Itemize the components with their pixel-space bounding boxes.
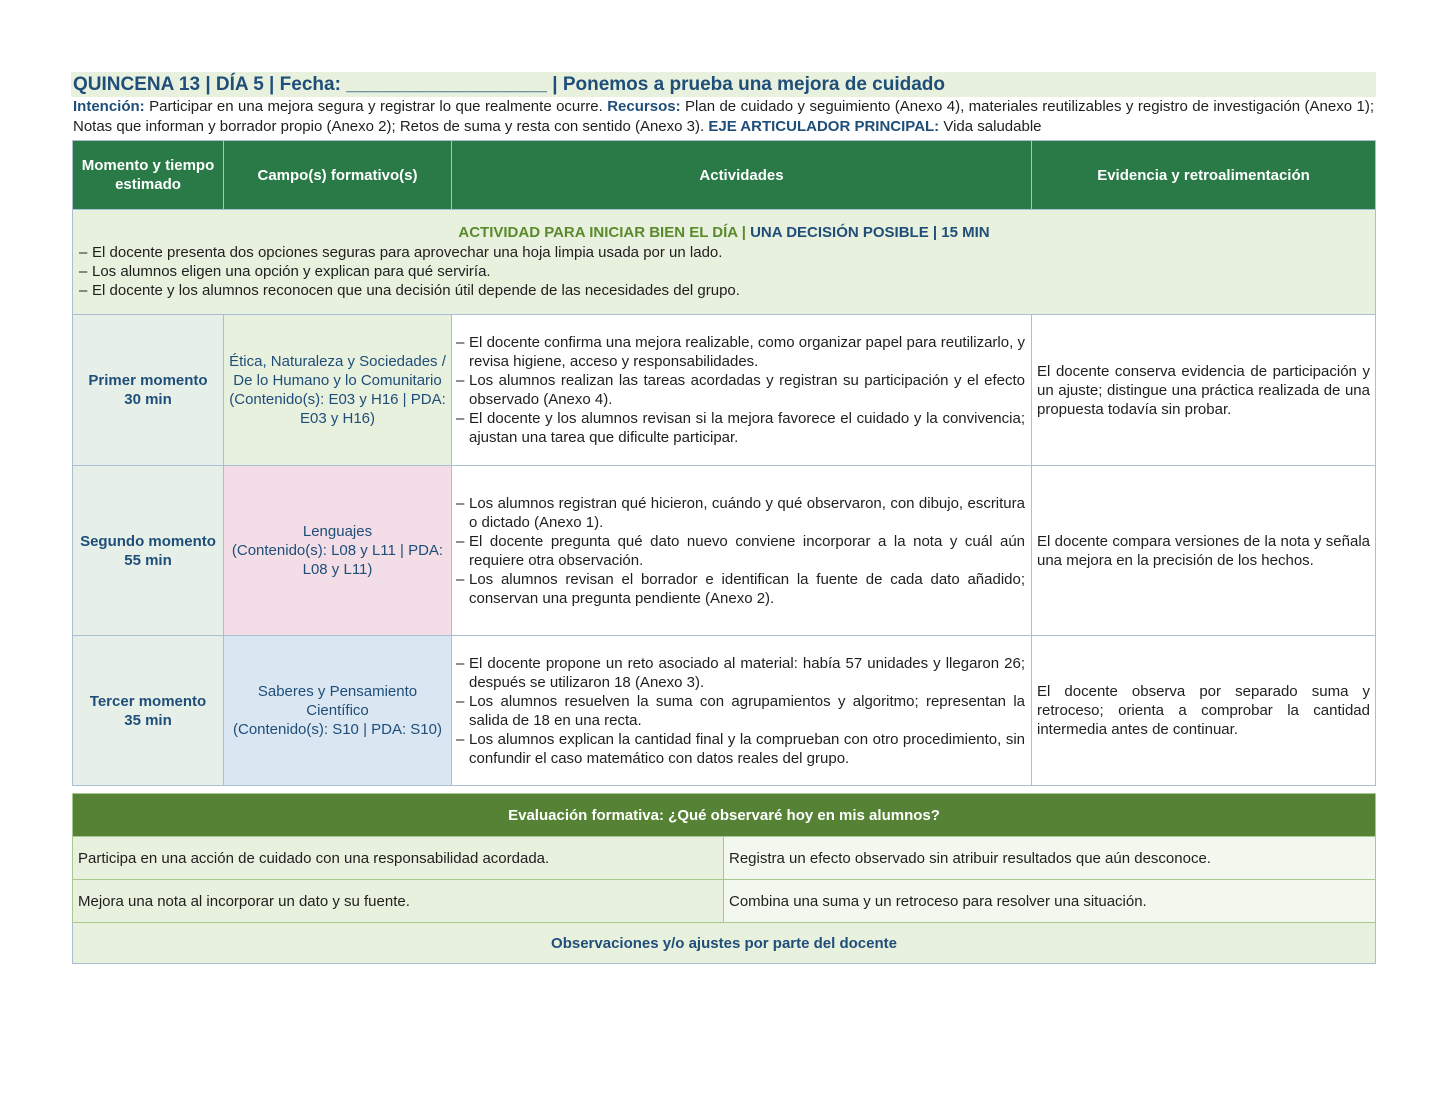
- recursos-label: Recursos:: [607, 98, 681, 115]
- campo-name: Lenguajes: [302, 523, 373, 540]
- observations-heading: Observaciones y/o ajustes por parte del docente: [73, 923, 1376, 964]
- activities-list: [456, 654, 1025, 768]
- activities-cell: [452, 315, 1032, 466]
- activities-list: [456, 333, 1025, 447]
- list-item: – El docente y los alumnos revisan si la mejora favorece el cuidado y la convivencia; ajustan una tarea que dificulte participar.: [456, 409, 1025, 447]
- list-item: – Los alumnos eligen una opción y explican para qué serviría.: [79, 262, 1369, 281]
- campo-contenido: (Contenido(s): L08 y L11 | PDA: L08 y L11): [231, 542, 444, 578]
- moment-name: Tercer momento: [89, 692, 207, 710]
- list-item: – El docente propone un reto asociado al material: había 57 unidades y llegaron 26; después se utilizaron 18 (Anexo 3).: [456, 654, 1025, 692]
- campo-contenido: (Contenido(s): S10 | PDA: S10): [233, 721, 442, 738]
- evidence-cell: El docente observa por separado suma y retroceso; orienta a comprobar la cantidad intermedia antes de continuar.: [1032, 636, 1376, 786]
- page-title: QUINCENA 13 | DÍA 5 | Fecha: ___________________ | Ponemos a prueba una mejora de cuidado: [71, 72, 1376, 97]
- list-item: – Los alumnos revisan el borrador e identifican la fuente de cada dato añadido; conservan una pregunta pendiente (Anexo 2).: [456, 570, 1025, 608]
- evaluation-item: Combina una suma y un retroceso para resolver una situación.: [724, 880, 1376, 923]
- evaluation-title: Evaluación formativa: ¿Qué observaré hoy en mis alumnos?: [73, 794, 1376, 837]
- campo-name: Ética, Naturaleza y Sociedades / De lo Humano y lo Comunitario: [229, 353, 446, 389]
- lesson-plan-page: [71, 72, 1376, 964]
- evaluation-item: Registra un efecto observado sin atribuir resultados que aún desconoce.: [724, 837, 1376, 880]
- evidence-cell: El docente compara versiones de la nota y señala una mejora en la precisión de los hechos.: [1032, 466, 1376, 636]
- intro-paragraph: [71, 97, 1376, 136]
- moment-cell: [73, 315, 224, 466]
- start-activity-cell: [73, 210, 1376, 315]
- moment-time: 55 min: [124, 551, 172, 569]
- activities-list: [456, 494, 1025, 608]
- list-item: – Los alumnos resuelven la suma con agrupamientos y algoritmo; representan la salida de 18 en una recta.: [456, 692, 1025, 730]
- column-header-evidencia: Evidencia y retroalimentación: [1032, 141, 1376, 210]
- column-header-momento: Momento y tiempo estimado: [73, 141, 224, 210]
- start-activity-title-b: UNA DECISIÓN POSIBLE | 15 MIN: [750, 223, 990, 241]
- moment-name: Segundo momento: [80, 532, 216, 550]
- campo-cell: [224, 636, 452, 786]
- list-item: – El docente confirma una mejora realizable, como organizar papel para reutilizarlo, y revisa higiene, acceso y responsabilidades.: [456, 333, 1025, 371]
- start-activity-list: [79, 243, 1369, 300]
- moment-time: 30 min: [124, 391, 172, 408]
- evaluation-item: Participa en una acción de cuidado con una responsabilidad acordada.: [73, 837, 724, 880]
- campo-name: Saberes y Pensamiento Científico: [257, 683, 418, 719]
- column-header-actividades: Actividades: [452, 141, 1032, 210]
- start-activity-title-a: ACTIVIDAD PARA INICIAR BIEN EL DÍA |: [458, 223, 746, 241]
- moment-cell: [73, 636, 224, 786]
- intencion-text: Participar en una mejora segura y registrar lo que realmente ocurre.: [149, 98, 603, 115]
- moment-name: Primer momento: [88, 372, 208, 389]
- eje-label: EJE ARTICULADOR PRINCIPAL:: [708, 117, 940, 135]
- table-header-row: [73, 141, 1376, 210]
- eje-text: Vida saludable: [943, 117, 1042, 135]
- start-activity-row: [73, 210, 1376, 315]
- list-item: – Los alumnos realizan las tareas acordadas y registran su participación y el efecto observado (Anexo 4).: [456, 371, 1025, 409]
- list-item: – El docente y los alumnos reconocen que una decisión útil depende de las necesidades del grupo.: [79, 281, 1369, 300]
- list-item: – Los alumnos registran qué hicieron, cuándo y qué observaron, con dibujo, escritura o dictado (Anexo 1).: [456, 494, 1025, 532]
- intencion-label: Intención:: [73, 98, 145, 115]
- table-row: [73, 636, 1376, 786]
- activities-cell: [452, 466, 1032, 636]
- list-item: – Los alumnos explican la cantidad final y la comprueban con otro procedimiento, sin confundir el caso matemático con datos reales del grupo.: [456, 730, 1025, 768]
- campo-cell: [224, 315, 452, 466]
- campo-cell: [224, 466, 452, 636]
- list-item: – El docente pregunta qué dato nuevo conviene incorporar a la nota y cuál aún requiere otra observación.: [456, 532, 1025, 570]
- recursos-text: Plan de cuidado y seguimiento (Anexo 4), materiales reutilizables y registro de investigación (Anexo 1); Notas que informan y borrador propio (Anexo 2); Retos de suma y resta con sentido (Anexo 3).: [73, 98, 1375, 135]
- table-row: [73, 315, 1376, 466]
- table-row: [73, 466, 1376, 636]
- column-header-campo: Campo(s) formativo(s): [224, 141, 452, 210]
- start-activity-title: [79, 223, 1369, 242]
- moment-cell: [73, 466, 224, 636]
- campo-contenido: (Contenido(s): E03 y H16 | PDA: E03 y H16): [229, 391, 446, 427]
- list-item: – El docente presenta dos opciones seguras para aprovechar una hoja limpia usada por un lado.: [79, 243, 1369, 262]
- evaluation-table: [72, 793, 1376, 964]
- activities-cell: [452, 636, 1032, 786]
- plan-table: [72, 140, 1376, 786]
- moment-time: 35 min: [124, 711, 172, 729]
- evidence-cell: El docente conserva evidencia de participación y un ajuste; distingue una práctica realizada de una propuesta todavía sin probar.: [1032, 315, 1376, 466]
- evaluation-item: Mejora una nota al incorporar un dato y su fuente.: [73, 880, 724, 923]
